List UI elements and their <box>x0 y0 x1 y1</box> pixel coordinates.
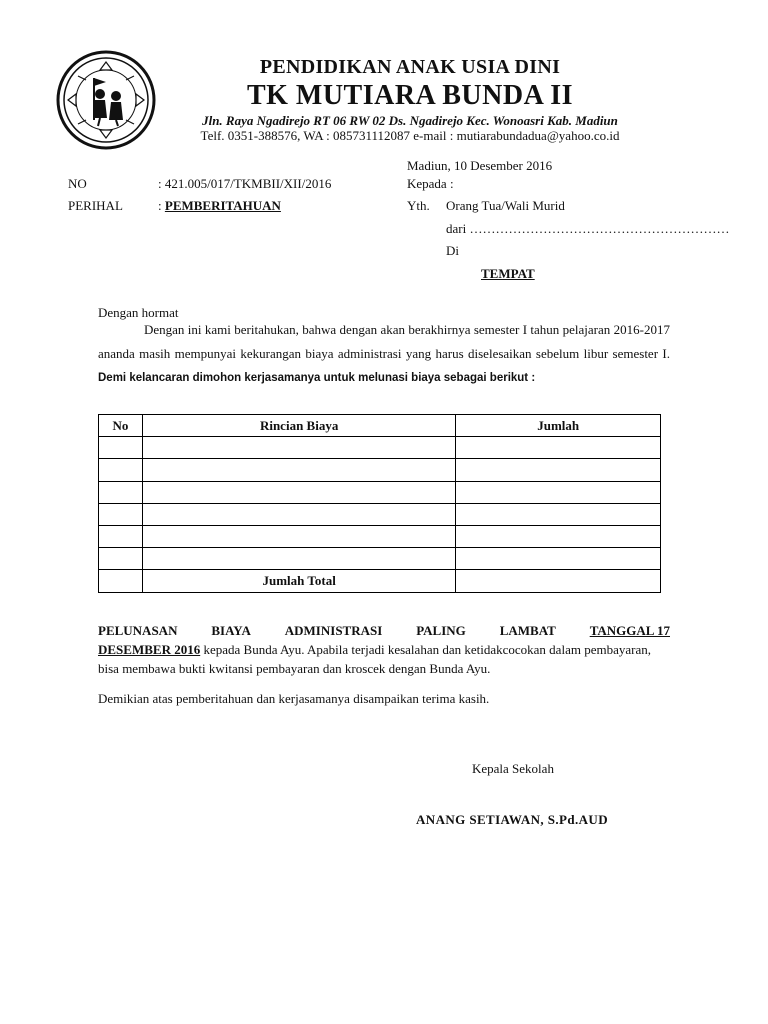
table-row <box>99 459 661 481</box>
table-total-row <box>99 570 661 592</box>
table-cell <box>142 481 455 503</box>
table-cell <box>99 437 143 459</box>
deadline-word: ADMINISTRASI <box>284 623 383 638</box>
greeting: Dengan hormat <box>98 305 179 320</box>
table-cell <box>456 481 661 503</box>
no-label: NO <box>68 176 87 191</box>
table-cell <box>99 525 143 547</box>
body-paragraph <box>98 318 670 391</box>
table-cell <box>99 548 143 570</box>
total-label: Jumlah Total <box>142 570 455 592</box>
table-cell <box>456 459 661 481</box>
deadline-notice <box>98 621 670 678</box>
closing-text: Demikian atas pemberitahuan dan kerjasamanya disampaikan terima kasih. <box>98 691 490 706</box>
no-value: : 421.005/017/TKMBII/XII/2016 <box>158 176 332 191</box>
recipient-name: Orang Tua/Wali Murid <box>446 198 565 213</box>
column-header-no: No <box>99 415 143 437</box>
table-row <box>99 437 661 459</box>
perihal-field <box>158 198 281 214</box>
school-emblem-icon <box>56 50 156 150</box>
table-cell <box>142 503 455 525</box>
school-contact: Telf. 0351-388576, WA : 085731112087 e-mail : mutiarabundadua@yahoo.co.id <box>200 128 620 143</box>
table-cell <box>99 570 143 592</box>
deadline-word: PALING <box>416 623 466 638</box>
table-cell <box>456 437 661 459</box>
signature-name: ANANG SETIAWAN, S.Pd.AUD <box>416 812 608 827</box>
perihal-label: PERIHAL <box>68 198 123 213</box>
table-cell <box>142 459 455 481</box>
school-address: Jln. Raya Ngadirejo RT 06 RW 02 Ds. Ngadirejo Kec. Wonoasri Kab. Madiun <box>202 113 618 128</box>
table-row <box>99 548 661 570</box>
fee-table <box>98 414 661 593</box>
deadline-date-part2: DESEMBER 2016 <box>98 642 201 657</box>
recipient-from: dari …………………………………………………… <box>446 221 730 236</box>
table-row <box>99 503 661 525</box>
table-cell <box>142 525 455 547</box>
place-date: Madiun, 10 Desember 2016 <box>407 158 553 173</box>
deadline-continuation <box>98 640 670 678</box>
yth-label: Yth. <box>407 198 430 213</box>
table-cell <box>456 548 661 570</box>
signature-title: Kepala Sekolah <box>472 761 554 776</box>
deadline-line <box>98 621 670 640</box>
table-cell <box>142 548 455 570</box>
deadline-word: PELUNASAN <box>98 623 178 638</box>
perihal-colon: : <box>158 198 165 213</box>
table-row <box>99 481 661 503</box>
deadline-word: BIAYA <box>211 623 251 638</box>
deadline-date-part1: TANGGAL 17 <box>589 623 670 638</box>
deadline-rest: kepada Bunda Ayu. Apabila terjadi kesalahan dan ketidakcocokan dalam pembayaran, bisa membawa bukti kwitansi pembayaran dan kroscek dengan Bunda Ayu. <box>98 642 651 676</box>
table-cell <box>99 459 143 481</box>
table-cell <box>456 525 661 547</box>
table-cell <box>142 437 455 459</box>
body-paragraph-main: Dengan ini kami beritahukan, bahwa dengan akan berakhirnya semester I tahun pelajaran 2016-2017 ananda masih mempunyai kekurangan biaya administrasi yang harus diselesaikan sebelum libur semester I. <box>98 322 670 361</box>
table-header-row <box>99 415 661 437</box>
table-cell <box>456 503 661 525</box>
total-value-cell <box>456 570 661 592</box>
recipient-place: TEMPAT <box>481 266 535 281</box>
school-name-heading: TK MUTIARA BUNDA II <box>246 80 574 111</box>
table-row <box>99 525 661 547</box>
body-paragraph-bold: Demi kelancaran dimohon kerjasamanya untuk melunasi biaya sebagai berikut : <box>98 372 536 384</box>
column-header-jumlah: Jumlah <box>456 415 661 437</box>
org-top-heading: PENDIDIKAN ANAK USIA DINI <box>259 56 561 78</box>
column-header-rincian: Rincian Biaya <box>142 415 455 437</box>
table-cell <box>99 481 143 503</box>
deadline-word: LAMBAT <box>499 623 556 638</box>
perihal-value: PEMBERITAHUAN <box>164 198 281 213</box>
table-cell <box>99 503 143 525</box>
recipient-at: Di <box>446 243 459 258</box>
kepada-label: Kepada : <box>407 176 454 191</box>
